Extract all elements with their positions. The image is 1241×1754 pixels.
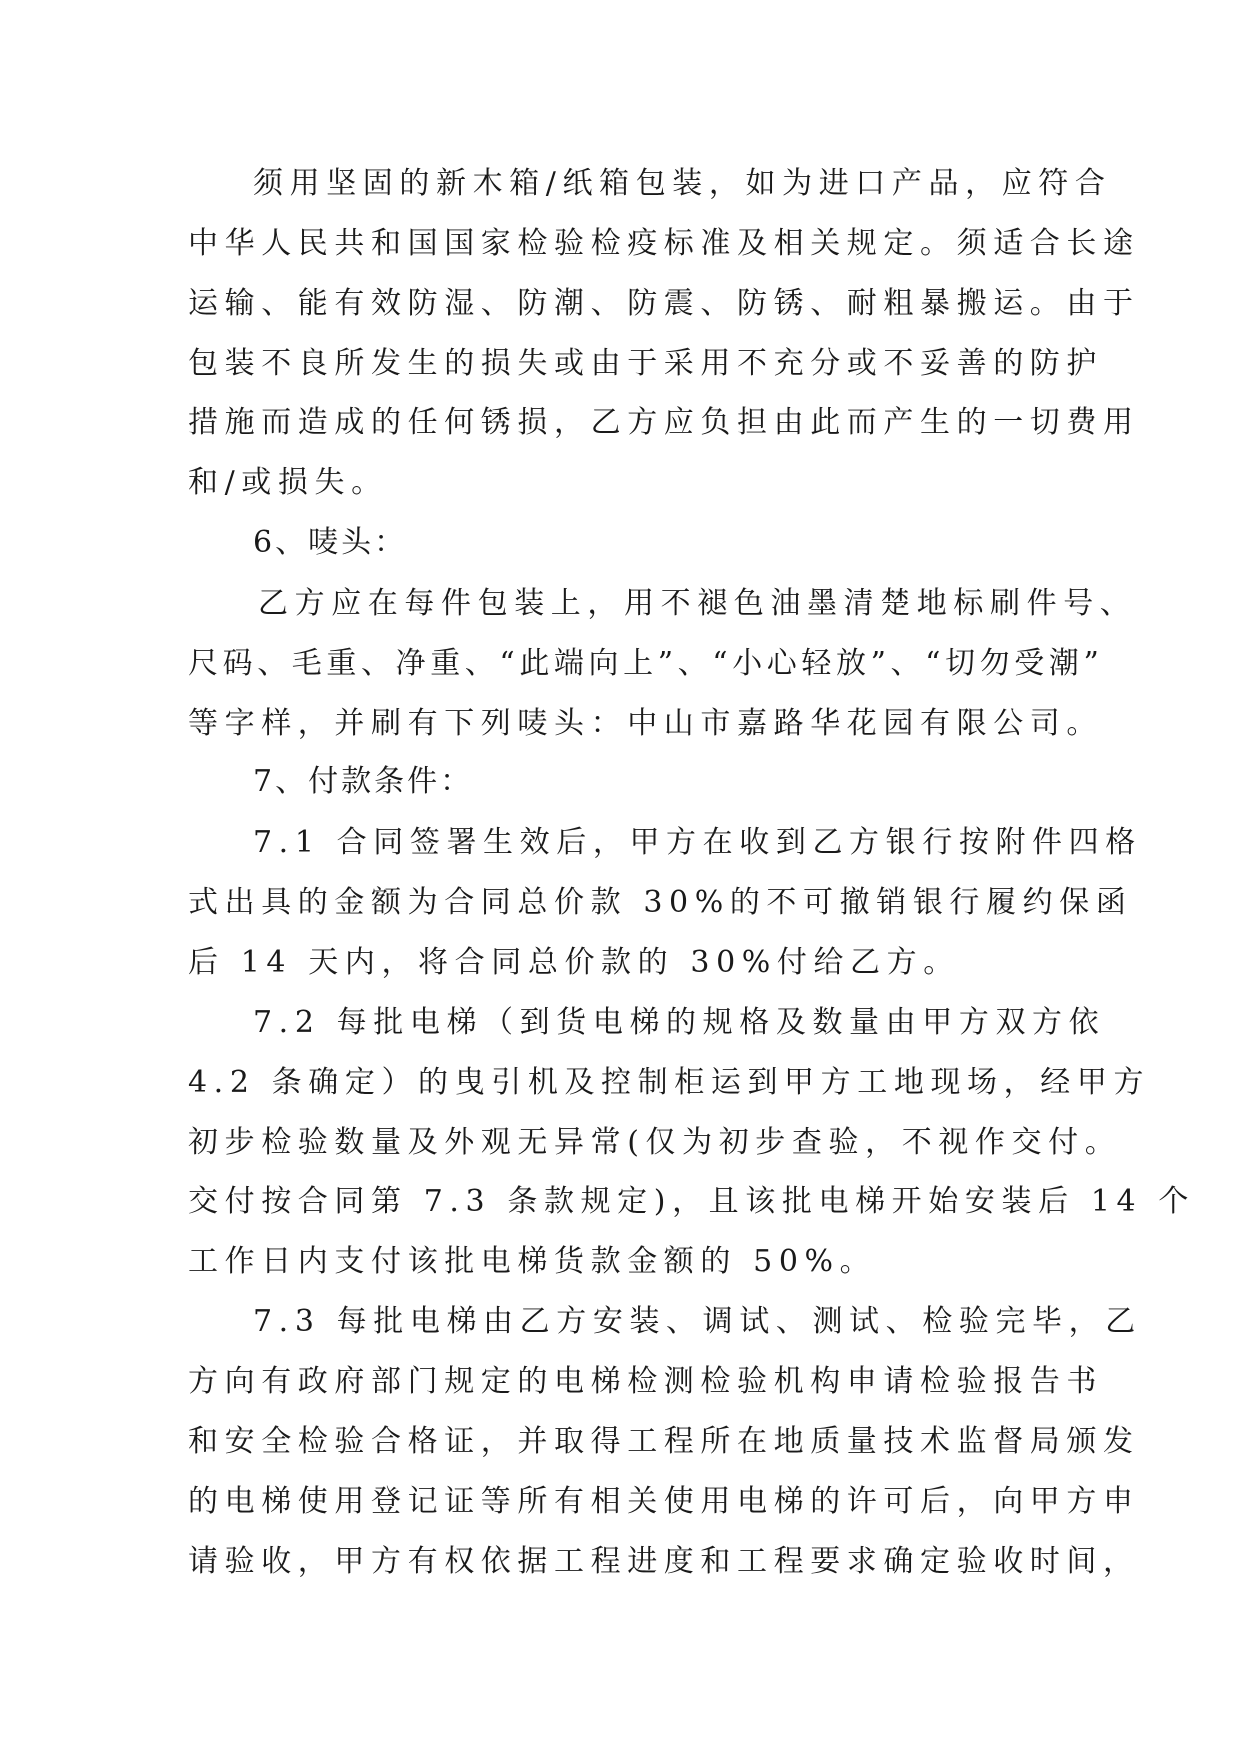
paragraph-line: 乙方应在每件包装上，用不褪色油墨清楚地标刷件号、 <box>258 586 1137 621</box>
paragraph-line: 措施而造成的任何锈损，乙方应负担由此而产生的一切费用 <box>188 405 1140 440</box>
paragraph-line: 须用坚固的新木箱/纸箱包装，如为进口产品，应符合 <box>253 166 1112 201</box>
paragraph-line: 4.2 条确定）的曳引机及控制柜运到甲方工地现场，经甲方 <box>188 1065 1151 1100</box>
paragraph-line: 后 14 天内，将合同总价款的 30%付给乙方。 <box>188 945 960 980</box>
paragraph-line: 和/或损失。 <box>188 465 388 500</box>
paragraph-line: 的电梯使用登记证等所有相关使用电梯的许可后，向甲方申 <box>188 1484 1140 1519</box>
paragraph-line: 7.1 合同签署生效后，甲方在收到乙方银行按附件四格 <box>253 825 1142 860</box>
paragraph-line: 式出具的金额为合同总价款 30%的不可撤销银行履约保函 <box>188 885 1133 920</box>
section-heading: 6、唛头： <box>253 525 408 560</box>
paragraph-line: 7.3 每批电梯由乙方安装、调试、测试、检验完毕，乙 <box>253 1304 1142 1339</box>
paragraph-line: 和安全检验合格证，并取得工程所在地质量技术监督局颁发 <box>188 1424 1140 1459</box>
paragraph-line: 等字样，并刷有下列唛头：中山市嘉路华花园有限公司。 <box>188 706 1103 741</box>
paragraph-line: 请验收，甲方有权依据工程进度和工程要求确定验收时间， <box>188 1544 1140 1579</box>
paragraph-line: 交付按合同第 7.3 条款规定)，且该批电梯开始安装后 14 个 <box>188 1184 1195 1219</box>
paragraph-line: 工作日内支付该批电梯货款金额的 50%。 <box>188 1244 877 1279</box>
paragraph-line: 包装不良所发生的损失或由于采用不充分或不妥善的防护 <box>188 346 1103 381</box>
paragraph-line: 方向有政府部门规定的电梯检测检验机构申请检验报告书 <box>188 1364 1103 1399</box>
paragraph-line: 中华人民共和国国家检验检疫标准及相关规定。须适合长途 <box>188 226 1140 261</box>
paragraph-line: 运输、能有效防湿、防潮、防震、防锈、耐粗暴搬运。由于 <box>188 286 1140 321</box>
paragraph-line: 7.2 每批电梯（到货电梯的规格及数量由甲方双方依 <box>253 1005 1106 1040</box>
section-heading: 7、付款条件： <box>253 764 474 799</box>
paragraph-line: 尺码、毛重、净重、“此端向上”、“小心轻放”、“切勿受潮” <box>188 646 1104 681</box>
paragraph-line: 初步检验数量及外观无异常(仅为初步查验，不视作交付。 <box>188 1125 1122 1160</box>
